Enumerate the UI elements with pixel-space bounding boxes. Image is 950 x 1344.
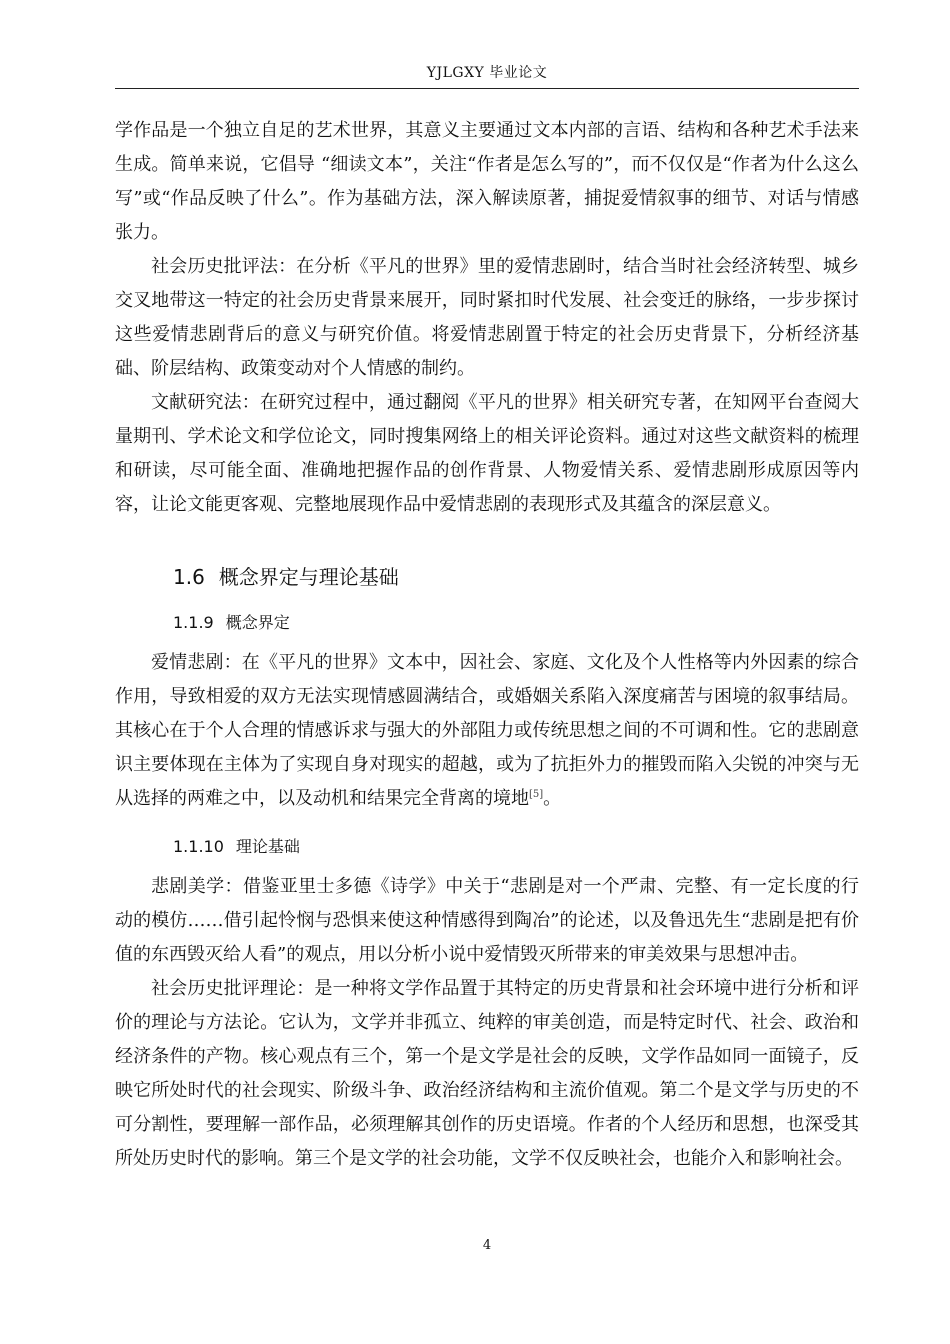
page-body: [115, 114, 859, 1176]
subsection-number: 1.1.10: [173, 837, 224, 856]
paragraph-text: 爱情悲剧：在《平凡的世界》文本中，因社会、家庭、文化及个人性格等内外因素的综合作用，导致相爱的双方无法实现情感圆满结合，或婚姻关系陷入深度痛苦与困境的叙事结局。其核心在于个人合理的情感诉求与强大的外部阻力或传统思想之间的不可调和性。它的悲剧意识主要体现在主体为了实现自身对现实的超越，或为了抗拒外力的摧毁而陷入尖锐的冲突与无从选择的两难之中，以及动机和结果完全背离的境地: [115, 652, 859, 809]
subsection-title: 概念界定: [225, 613, 290, 632]
paragraph-tragic-aesthetics: 悲剧美学：借鉴亚里士多德《诗学》中关于“悲剧是对一个严肃、完整、有一定长度的行动的模仿……借引起怜悯与恐惧来使这种情感得到陶冶”的论述，以及鲁迅先生“悲剧是把有价值的东西毁灭给人看”的观点，用以分析小说中爱情毁灭所带来的审美效果与思想冲击。: [115, 876, 859, 965]
paragraph-literature-research-method: 文献研究法：在研究过程中，通过翻阅《平凡的世界》相关研究专著，在知网平台查阅大量期刊、学术论文和学位论文，同时搜集网络上的相关评论资料。通过对这些文献资料的梳理和研读，尽可能全面、准确地把握作品的创作背景、人物爱情关系、爱情悲剧形成原因等内容，让论文能更客观、完整地展现作品中爱情悲剧的表现形式及其蕴含的深层意义。: [115, 392, 859, 515]
page-number: 4: [482, 1238, 492, 1253]
paragraph-social-historical-method: 社会历史批评法：在分析《平凡的世界》里的爱情悲剧时，结合当时社会经济转型、城乡交叉地带这一特定的社会历史背景来展开，同时紧扣时代发展、社会变迁的脉络，一步步探讨这些爱情悲剧背后的意义与研究价值。将爱情悲剧置于特定的社会历史背景下，分析经济基础、阶层结构、政策变动对个人情感的制约。: [115, 256, 859, 379]
paragraph-social-historical-theory: 社会历史批评理论：是一种将文学作品置于其特定的历史背景和社会环境中进行分析和评价的理论与方法论。它认为，文学并非孤立、纯粹的审美创造，而是特定时代、社会、政治和经济条件的产物。核心观点有三个，第一个是文学是社会的反映，文学作品如同一面镜子，反映它所处时代的社会现实、阶级斗争、政治经济结构和主流价值观。第二个是文学与历史的不可分割性，要理解一部作品，必须理解其创作的历史语境。作者的个人经历和思想，也深受其所处历史时代的影响。第三个是文学的社会功能，文学不仅反映社会，也能介入和影响社会。: [115, 978, 859, 1169]
paragraph-end-punctuation: 。: [543, 788, 562, 809]
subsection-number: 1.1.9: [173, 613, 214, 632]
citation-reference[interactable]: [5]: [529, 789, 544, 800]
section-heading: [173, 562, 859, 592]
section-number: 1.6: [173, 565, 205, 589]
paragraph-close-reading: 学作品是一个独立自足的艺术世界，其意义主要通过文本内部的言语、结构和各种艺术手法来生成。简单来说，它倡导 “细读文本”，关注“作者是怎么写的”，而不仅仅是“作者为什么这么写”或“作品反映了什么”。作为基础方法，深入解读原著，捕捉爱情叙事的细节、对话与情感张力。: [115, 120, 859, 243]
section-title: 概念界定与理论基础: [218, 565, 399, 589]
subsection-heading-theory: [173, 832, 859, 862]
running-header: YJLGXY 毕业论文: [426, 65, 548, 81]
subsection-title: 理论基础: [235, 837, 300, 856]
subsection-heading-concepts: [173, 608, 859, 638]
paragraph-love-tragedy-definition: [115, 646, 859, 816]
header-divider: [115, 88, 859, 89]
